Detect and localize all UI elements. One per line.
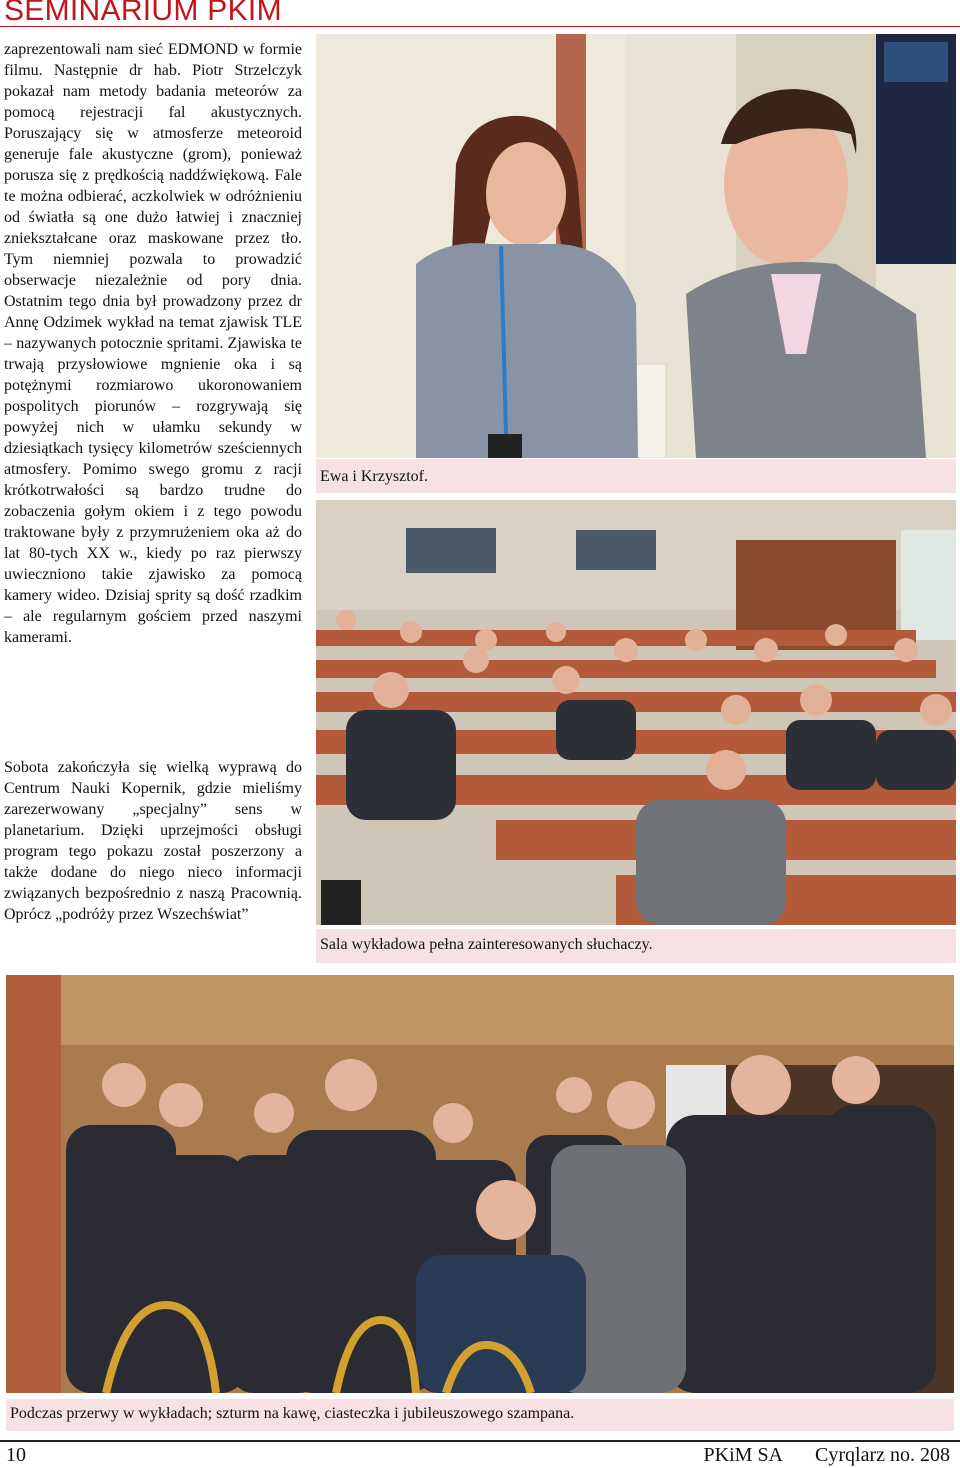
caption-ewa-krzysztof: Ewa i Krzysztof. bbox=[316, 459, 956, 493]
caption-lecture-hall: Sala wykładowa pełna zainteresowanych słuchaczy. bbox=[316, 929, 956, 963]
footer-publication bbox=[704, 1443, 950, 1467]
header-divider bbox=[0, 26, 960, 27]
article-paragraph-1: zaprezentowali nam sieć EDMOND w formie filmu. Następnie dr hab. Piotr Strzelczyk pokazał nam metody badania meteorów za pomocą rejestracji fal akustycznych. Poruszający się w atmosferze meteoroid generuje fale akustyczne (grom), ponieważ porusza się z prędkością naddźwiękową. Fale te można odbierać, aczkolwiek w odróżnieniu od światła są one dużo łatwiej i znaczniej zniekształcane oraz maskowane przez tło. Tym niemniej pozwala to prowadzić obserwacje niezależnie od pory dnia. Ostatnim tego dnia był prowadzony przez dr Annę Odzimek wykład na temat zjawisk TLE – nazywanych potocznie spritami. Zjawiska te trwają przysłowiowe mgnienie oka i są potężnymi rozmiarowo ukoronowaniem pospolitych piorunów – rozgrywają się powyżej nich w ułamku sekundy w dziesiątkach tysięcy kilometrów sześciennych atmosfery. Pomimo swego gromu z racji krótkotrwałości są bardzo trudne do zobaczenia gołym okiem i z tego powodu traktowane były z przymrużeniem oka aż do lat 80-tych XX w., kiedy po raz pierwszy uwieczniono takie zjawisko za pomocą kamery wideo. Dzisiaj sprity są dość rzadkim – ale regularnym gościem przed naszymi kamerami. bbox=[4, 41, 302, 646]
footer-publisher: PKiM SA bbox=[703, 1444, 784, 1466]
article-paragraph-2: Sobota zakończyła się wielką wyprawą do Centrum Nauki Kopernik, gdzie mieliśmy zarezerwowany „specjalny” sens w planetarium. Dzięki uprzejmości obsługi program tego pokazu został poszerzony a także dodane do niego nieco informacji związanych bezpośrednio z naszą Pracownią. Oprócz „podróży przez Wszechświat” bbox=[4, 759, 302, 923]
footer-divider bbox=[0, 1440, 960, 1442]
photo-lecture-hall bbox=[316, 500, 956, 925]
caption-coffee-break: Podczas przerwy w wykładach; szturm na kawę, ciasteczka i jubileuszowego szampana. bbox=[6, 1399, 954, 1431]
photo-ewa-krzysztof bbox=[316, 34, 956, 458]
page-number: 10 bbox=[6, 1444, 26, 1466]
page-header-title: SEMINARIUM PKIM bbox=[4, 0, 282, 27]
footer-issue: Cyrqlarz no. 208 bbox=[815, 1444, 950, 1466]
photo-coffee-break bbox=[6, 975, 954, 1393]
